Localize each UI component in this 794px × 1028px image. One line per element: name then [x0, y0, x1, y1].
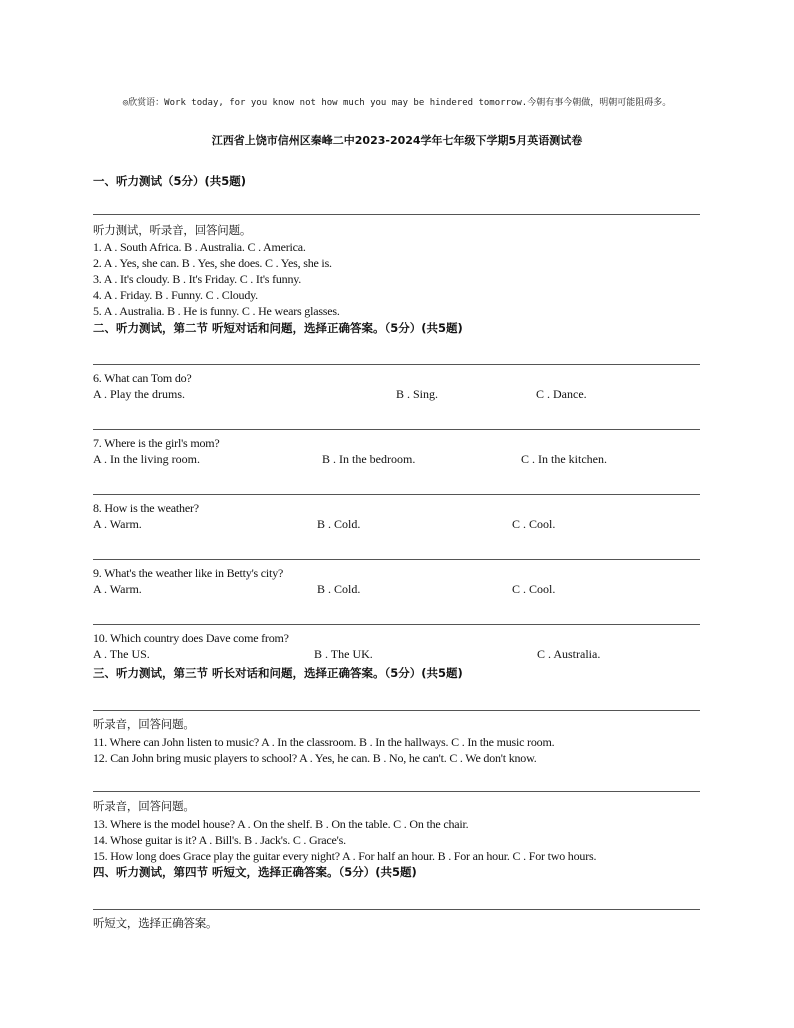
- option-a: A . The US.: [93, 647, 150, 661]
- question-item: 15. How long does Grace play the guitar every night? A . For half an hour. B . For an hour. C . For two hours.: [93, 849, 597, 863]
- question-stem: 10. Which country does Dave come from?: [93, 631, 289, 645]
- instruction: 听录音，回答问题。: [93, 799, 195, 813]
- exam-title: 江西省上饶市信州区秦峰二中2023-2024学年七年级下学期5月英语测试卷: [211, 134, 583, 147]
- question-item: 5. A . Australia. B . He is funny. C . He wears glasses.: [93, 304, 340, 318]
- option-a: A . Warm.: [93, 517, 142, 531]
- question-stem: 7. Where is the girl's mom?: [93, 436, 220, 450]
- option-a: A . Warm.: [93, 582, 142, 596]
- question-item: 13. Where is the model house? A . On the shelf. B . On the table. C . On the chair.: [93, 817, 469, 831]
- question-item: 3. A . It's cloudy. B . It's Friday. C . It's funny.: [93, 272, 302, 286]
- option-b: B . In the bedroom.: [322, 452, 416, 466]
- section-heading-4: 四、听力测试，第四节 听短文，选择正确答案。（5分）(共5题): [93, 865, 417, 879]
- question-item: 1. A . South Africa. B . Australia. C . America.: [93, 240, 306, 254]
- option-c: C . Dance.: [536, 387, 587, 401]
- divider: [93, 624, 700, 625]
- question-item: 11. Where can John listen to music? A . In the classroom. B . In the hallways. C . In the music room.: [93, 735, 555, 749]
- divider: [93, 364, 700, 365]
- divider: [93, 909, 700, 910]
- option-c: C . Australia.: [537, 647, 601, 661]
- question-stem: 9. What's the weather like in Betty's city?: [93, 566, 284, 580]
- option-a: A . In the living room.: [93, 452, 200, 466]
- option-a: A . Play the drums.: [93, 387, 185, 401]
- question-stem: 8. How is the weather?: [93, 501, 199, 515]
- option-c: C . In the kitchen.: [521, 452, 607, 466]
- option-b: B . Cold.: [317, 582, 361, 596]
- question-item: 4. A . Friday. B . Funny. C . Cloudy.: [93, 288, 258, 302]
- question-stem: 6. What can Tom do?: [93, 371, 192, 385]
- divider: [93, 791, 700, 792]
- option-b: B . Sing.: [396, 387, 439, 401]
- divider: [93, 429, 700, 430]
- option-c: C . Cool.: [512, 582, 556, 596]
- option-b: B . Cold.: [317, 517, 361, 531]
- divider: [93, 214, 700, 215]
- motto-line: ◎欣赏语：Work today, for you know not how much you may be hindered tomorrow.今朝有事今朝做，明朝可能阻碍多。: [122, 98, 672, 108]
- question-item: 2. A . Yes, she can. B . Yes, she does. C . Yes, she is.: [93, 256, 332, 270]
- instruction: 听力测试，听录音，回答问题。: [93, 223, 252, 237]
- instruction: 听短文，选择正确答案。: [93, 916, 218, 930]
- section-heading-2: 二、听力测试，第二节 听短对话和问题，选择正确答案。（5分）(共5题): [93, 321, 463, 335]
- divider: [93, 494, 700, 495]
- instruction: 听录音，回答问题。: [93, 717, 195, 731]
- option-b: B . The UK.: [314, 647, 373, 661]
- option-c: C . Cool.: [512, 517, 556, 531]
- section-heading-3: 三、听力测试，第三节 听长对话和问题，选择正确答案。（5分）(共5题): [93, 666, 463, 680]
- divider: [93, 710, 700, 711]
- divider: [93, 559, 700, 560]
- section-heading-1: 一、听力测试（5分）(共5题): [93, 174, 247, 188]
- question-item: 14. Whose guitar is it? A . Bill's. B . Jack's. C . Grace's.: [93, 833, 346, 847]
- question-item: 12. Can John bring music players to school? A . Yes, he can. B . No, he can't. C . We don't know.: [93, 751, 537, 765]
